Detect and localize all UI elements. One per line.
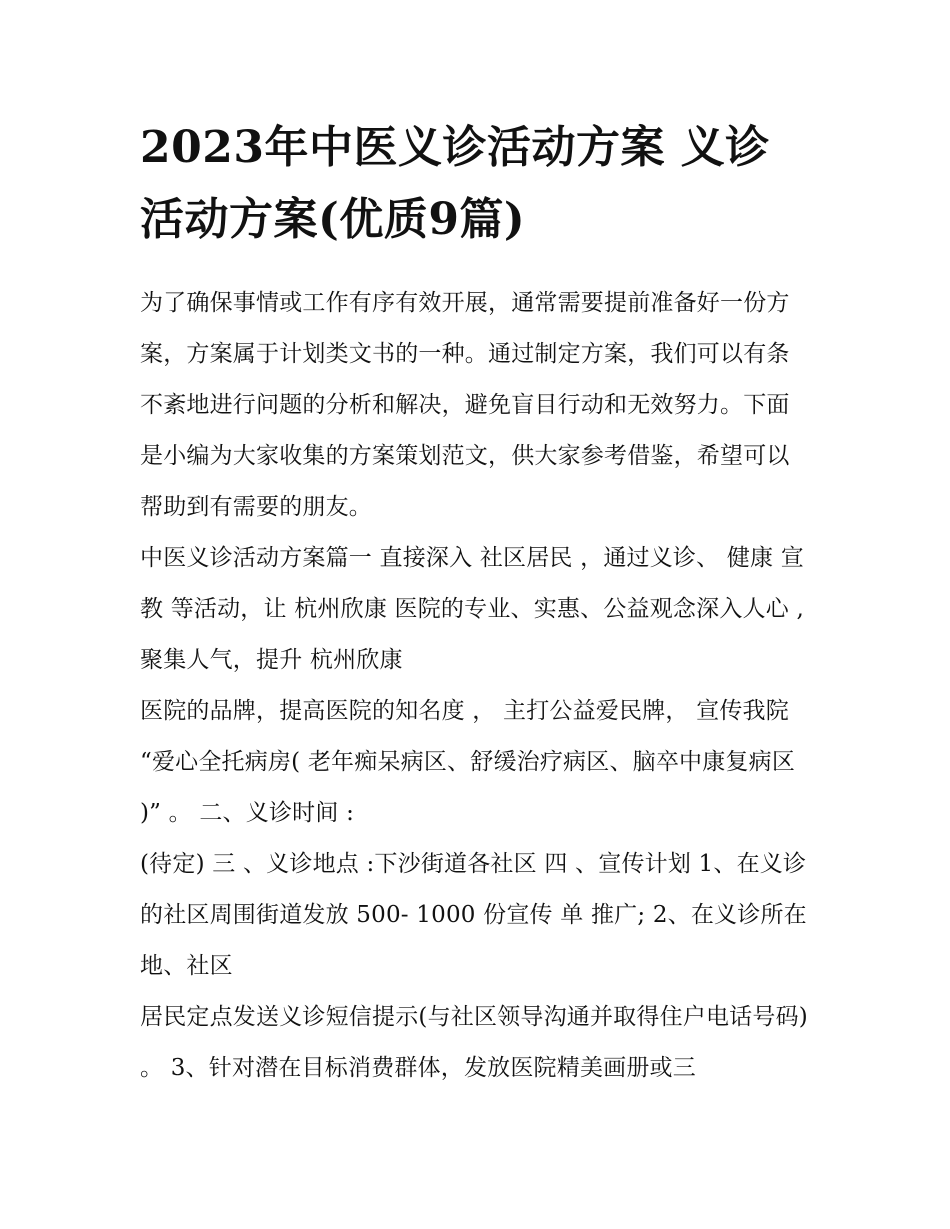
paragraph-intro: 为了确保事情或工作有序有效开展，通常需要提前准备好一份方案，方案属于计划类文书的一种。通过制定方案，我们可以有条不紊地进行问题的分析和解决，避免盲目行动和无效努力。下面是小编为大家收集的方案策划范文，供大家参考借鉴，希望可以帮助到有需要的朋友。 (140, 290, 790, 520)
document-page (140, 112, 816, 1094)
paragraph-purpose: 中医义诊活动方案篇一 直接深入 社区居民 ，通过义诊、 健康 宣 教 等活动，让 杭州欣康 医院的专业、实惠、公益观念深入人心 , 聚集人气，提升 杭州欣康 (140, 545, 812, 673)
document-title: 2023年中医义诊活动方案 义诊活动方案(优质9篇) (140, 122, 770, 245)
paragraph-sms-plan: 居民定点发送义诊短信提示(与社区领导沟通并取得住户电话号码) 。 3、针对潜在目标消费群体，发放医院精美画册或三 (140, 1004, 816, 1081)
document-body (140, 278, 816, 1094)
paragraph-location-plan: (待定) 三 、义诊地点 :下沙街道各社区 四 、宣传计划 1、在义诊的社区周围街道发放 500- 1000 份宣传 单 推广; 2、在义诊所在地、社区 (140, 851, 807, 979)
paragraph-brand: 医院的品牌，提高医院的知名度 ， 主打公益爱民牌， 宣传我院 “爱心全托病房( 老年痴呆病区、舒缓治疗病区、脑卒中康复病区 )” 。 二、义诊时间 : (140, 698, 803, 826)
